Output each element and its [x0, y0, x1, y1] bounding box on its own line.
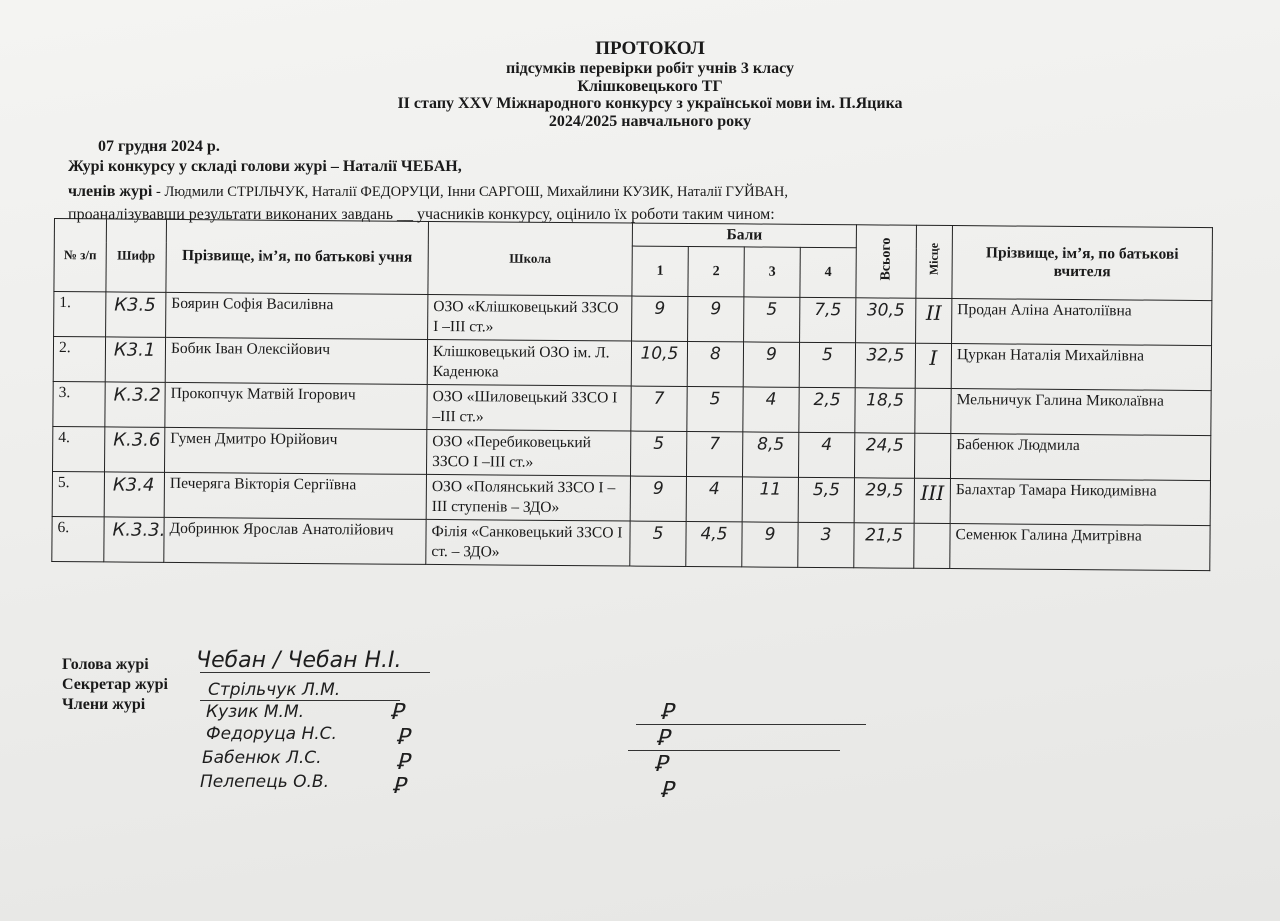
row-student: Добринюк Ярослав Анатолійович [164, 517, 426, 564]
secretary-signature: Стрільчук Л.М. [208, 680, 341, 700]
jury-head-line: Журі конкурсу у складі голови журі – Наталії ЧЕБАН, [68, 158, 462, 175]
head-signature: Чебан / Чебан Н.І. [196, 648, 402, 673]
row-score-2: 4,5 [686, 521, 742, 566]
member-mark-7: Ꝑ [654, 752, 668, 777]
document-header [300, 38, 1000, 130]
row-place [915, 388, 951, 433]
row-teacher: Семенюк Галина Дмитрівна [950, 524, 1210, 571]
row-code: К.3.2 [105, 382, 165, 427]
row-score-1: 7 [631, 386, 687, 431]
row-score-2: 9 [688, 296, 744, 341]
row-num: 3. [53, 381, 105, 426]
row-teacher: Бабенюк Людмила [950, 434, 1210, 481]
header-line-3: ІІ стапу XXV Міжнародного конкурсу з української мови ім. П.Яцика [397, 95, 903, 112]
row-school: Клішковецький ОЗО ім. Л. Каденюка [427, 339, 631, 386]
row-score-1: 9 [632, 296, 688, 341]
secretary-label: Секретар журі [62, 676, 168, 693]
document-date: 07 грудня 2024 р. [98, 138, 220, 155]
jury-members-label: членів журі [68, 183, 153, 200]
member-mark-6: Ꝑ [656, 726, 670, 751]
header-code: Шифр [106, 219, 167, 292]
head-rule [200, 672, 430, 673]
member-mark-8: Ꝑ [660, 778, 674, 803]
signature-labels [62, 655, 168, 715]
row-total: 21,5 [854, 523, 914, 568]
member-mark-2: Ꝑ [396, 725, 410, 750]
row-score-3: 9 [742, 522, 798, 567]
row-code: К.3.6 [105, 427, 165, 472]
row-score-1: 5 [630, 431, 686, 476]
header-total [856, 225, 917, 298]
member-mark-1: Ꝑ [390, 700, 404, 725]
member-signature-2: Федоруца Н.С. [206, 724, 337, 744]
member-mark-3: Ꝑ [396, 750, 410, 775]
header-points: Бали [632, 223, 856, 248]
row-teacher: Балахтар Тамара Никодимівна [950, 479, 1210, 526]
row-score-1: 5 [630, 521, 686, 566]
header-line-4: 2024/2025 навчального року [548, 112, 752, 130]
row-total: 18,5 [855, 388, 915, 433]
row-student: Прокопчук Матвій Ігорович [165, 382, 427, 429]
row-place [914, 523, 950, 568]
row-code: К3.1 [105, 337, 165, 382]
header-line-1: підсумків перевірки робіт учнів 3 класу [506, 60, 794, 77]
table-row [52, 516, 1210, 570]
row-total: 24,5 [854, 433, 914, 478]
row-school: ОЗО «Полянський ЗЗСО І –ІІІ ступенів – ЗДО» [426, 474, 630, 521]
members-label: Члени журі [62, 696, 146, 713]
header-task-4: 4 [800, 247, 856, 297]
header-task-3: 3 [744, 247, 800, 297]
row-score-4: 4 [798, 432, 854, 477]
member-signature-3: Бабенюк Л.С. [202, 748, 322, 768]
row-score-4: 3 [798, 522, 854, 567]
head-label: Голова журі [62, 656, 149, 673]
row-score-4: 7,5 [800, 297, 856, 342]
header-total-text: Всього [878, 237, 894, 281]
row-score-3: 9 [743, 342, 799, 387]
row-place [914, 433, 950, 478]
member-mark-5: Ꝑ [660, 700, 674, 725]
row-school: ОЗО «Клішковецький ЗЗСО І –ІІІ ст.» [428, 294, 632, 341]
jury-intro-line: проаналізувавши результати виконаних завдань __ учасників конкурсу, оцінило їх роботи таким чином: [68, 206, 775, 223]
header-place [916, 225, 953, 298]
row-num: 4. [53, 426, 105, 471]
document-title: ПРОТОКОЛ [595, 38, 705, 59]
row-num: 5. [52, 471, 104, 516]
secretary-rule [200, 700, 400, 701]
row-num: 1. [54, 292, 106, 337]
row-student: Гумен Дмитро Юрійович [165, 427, 427, 474]
row-place: ІІІ [914, 478, 950, 523]
row-code: К.3.3. [104, 517, 164, 562]
member-signature-4: Пелепець О.В. [200, 772, 329, 792]
row-place: ІІ [916, 298, 952, 343]
row-score-1: 9 [630, 476, 686, 521]
header-teacher: Прізвище, ім’я, по батькові вчителя [952, 226, 1213, 301]
row-code: К3.5 [106, 292, 166, 337]
row-school: ОЗО «Шиловецький ЗЗСО І –ІІІ ст.» [427, 384, 631, 431]
row-score-4: 5 [799, 342, 855, 387]
row-teacher: Цуркан Наталія Михайлівна [951, 344, 1211, 391]
header-task-2: 2 [688, 246, 744, 296]
header-num: № з/п [54, 219, 107, 292]
jury-members-names: - Людмили СТРІЛЬЧУК, Наталії ФЕДОРУЦИ, Інни САРГОШ, Михайлини КУЗИК, Наталії ГУЙВАН, [152, 184, 788, 200]
row-total: 30,5 [856, 298, 916, 343]
header-student: Прізвище, ім’я, по батькові учня [166, 219, 429, 294]
member-signature-1: Кузик М.М. [206, 702, 305, 722]
row-code: К3.4 [104, 472, 164, 517]
row-score-3: 8,5 [742, 432, 798, 477]
row-school: ОЗО «Перебиковецький ЗЗСО І –ІІІ ст.» [426, 429, 630, 476]
header-line-2: Клішковецького ТГ [577, 77, 723, 95]
header-school: Школа [428, 221, 633, 296]
row-score-3: 4 [743, 387, 799, 432]
results-table [51, 218, 1213, 571]
row-student: Бобик Іван Олексійович [165, 337, 427, 384]
row-score-4: 2,5 [799, 387, 855, 432]
row-school: Філія «Санковецький ЗЗСО І ст. – ЗДО» [426, 519, 630, 566]
row-teacher: Мельничук Галина Миколаївна [951, 389, 1211, 436]
header-place-text: Місце [926, 243, 941, 276]
row-score-1: 10,5 [631, 341, 687, 386]
row-score-2: 8 [687, 341, 743, 386]
row-num: 6. [52, 516, 104, 561]
row-score-2: 5 [687, 386, 743, 431]
row-score-4: 5,5 [798, 477, 854, 522]
member-mark-4: Ꝑ [392, 774, 406, 799]
row-student: Боярин Софія Василівна [166, 292, 428, 339]
row-score-2: 4 [686, 476, 742, 521]
row-teacher: Продан Аліна Анатоліївна [952, 299, 1212, 346]
row-total: 29,5 [854, 478, 914, 523]
row-student: Печеряга Вікторія Сергіївна [164, 472, 426, 519]
header-task-1: 1 [632, 246, 688, 296]
row-num: 2. [53, 337, 105, 382]
row-score-3: 11 [742, 477, 798, 522]
row-score-3: 5 [744, 297, 800, 342]
row-score-2: 7 [686, 431, 742, 476]
row-place: І [915, 343, 951, 388]
jury-members-line [68, 183, 788, 201]
row-total: 32,5 [855, 343, 915, 388]
